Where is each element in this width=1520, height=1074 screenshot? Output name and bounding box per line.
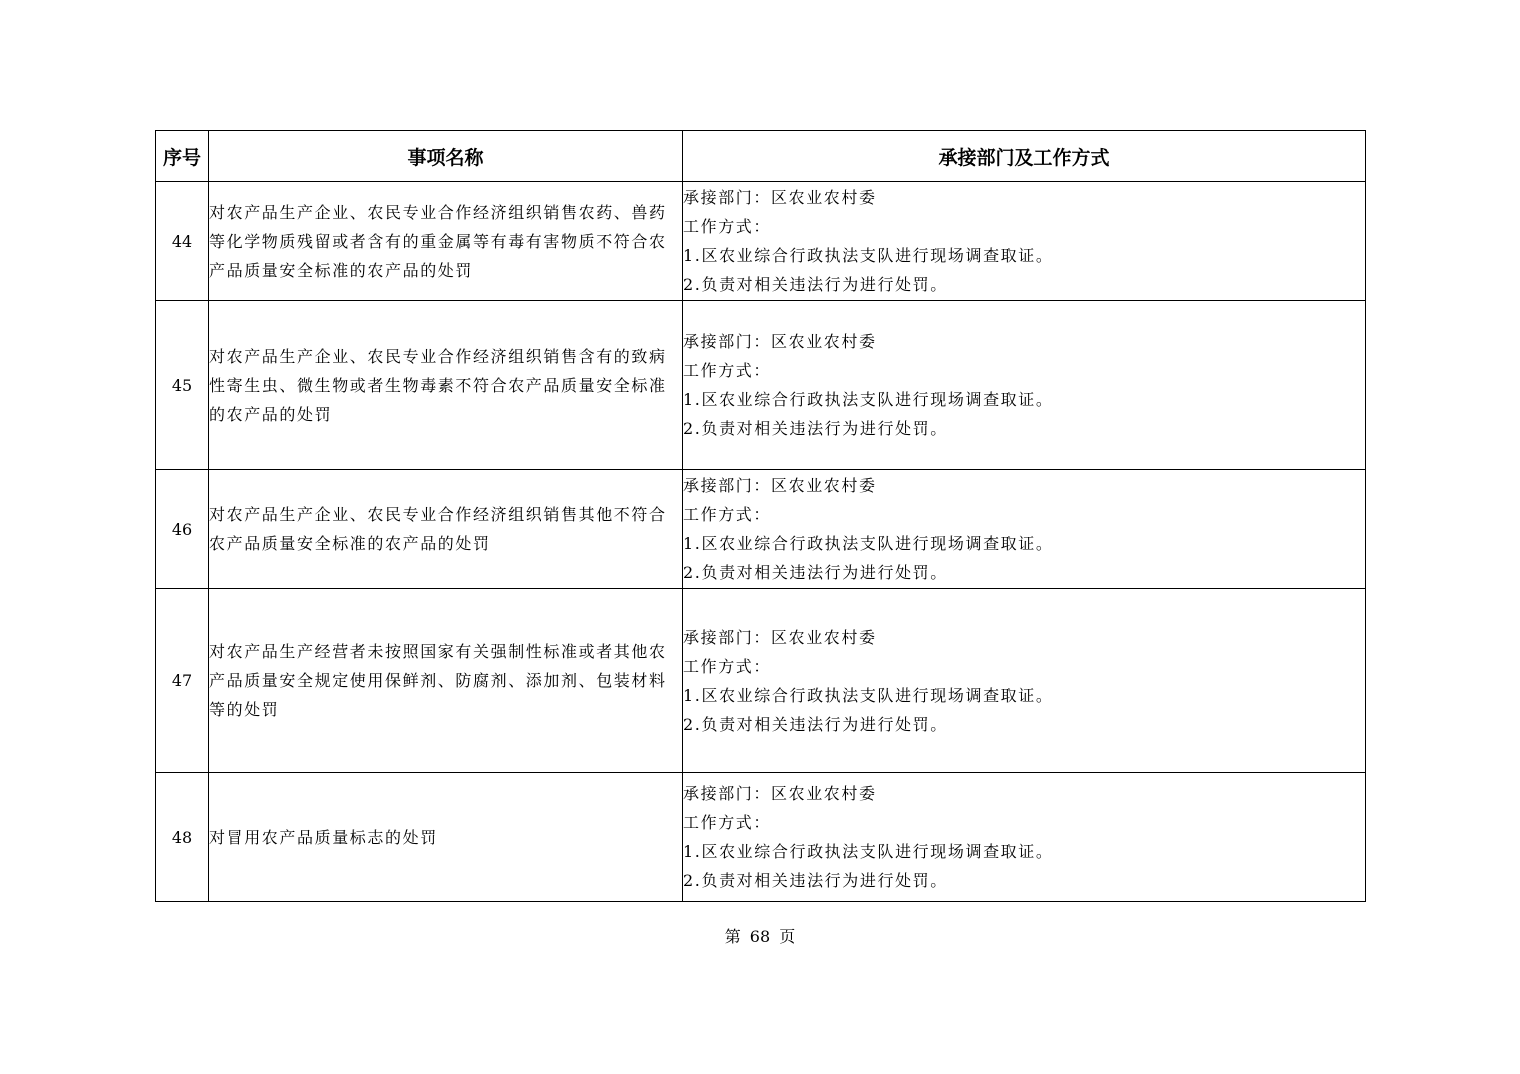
page-number: 第 68 页 [724, 927, 796, 946]
dept-line: 承接部门：区农业农村委 [683, 188, 877, 207]
table-row [156, 182, 1366, 301]
dept-line: 承接部门：区农业农村委 [683, 784, 877, 803]
row-index: 46 [156, 470, 209, 589]
table-row [156, 589, 1366, 773]
header-dept: 承接部门及工作方式 [683, 131, 1366, 182]
dept-line: 工作方式： [683, 361, 772, 380]
row-index: 48 [156, 773, 209, 902]
matters-table [155, 130, 1366, 902]
dept-line: 2.负责对相关违法行为进行处罚。 [683, 714, 948, 734]
row-index: 44 [156, 182, 209, 301]
dept-line: 承接部门：区农业农村委 [683, 332, 877, 351]
table-row [156, 773, 1366, 902]
row-dept [683, 182, 1366, 301]
dept-line: 工作方式： [683, 505, 772, 524]
row-name: 对农产品生产经营者未按照国家有关强制性标准或者其他农产品质量安全规定使用保鲜剂、防腐剂、添加剂、包装材料等的处罚 [209, 589, 683, 773]
dept-line: 1.区农业综合行政执法支队进行现场调查取证。 [683, 534, 1054, 553]
dept-line: 承接部门：区农业农村委 [683, 627, 877, 647]
dept-line: 2.负责对相关违法行为进行处罚。 [683, 871, 948, 890]
table-row [156, 470, 1366, 589]
dept-line: 2.负责对相关违法行为进行处罚。 [683, 419, 948, 438]
dept-line: 1.区农业综合行政执法支队进行现场调查取证。 [683, 685, 1054, 705]
table-header-row [156, 131, 1366, 182]
dept-line: 工作方式： [683, 813, 772, 832]
row-index: 45 [156, 301, 209, 470]
row-dept [683, 589, 1366, 773]
row-dept [683, 301, 1366, 470]
dept-line: 工作方式： [683, 656, 772, 676]
row-name: 对农产品生产企业、农民专业合作经济组织销售农药、兽药等化学物质残留或者含有的重金属等有毒有害物质不符合农产品质量安全标准的农产品的处罚 [209, 182, 683, 301]
dept-line: 1.区农业综合行政执法支队进行现场调查取证。 [683, 842, 1054, 861]
row-name: 对农产品生产企业、农民专业合作经济组织销售其他不符合农产品质量安全标准的农产品的处罚 [209, 470, 683, 589]
dept-line: 1.区农业综合行政执法支队进行现场调查取证。 [683, 390, 1054, 409]
row-dept [683, 470, 1366, 589]
header-index: 序号 [156, 131, 209, 182]
dept-line: 1.区农业综合行政执法支队进行现场调查取证。 [683, 246, 1054, 265]
header-name: 事项名称 [209, 131, 683, 182]
row-name: 对农产品生产企业、农民专业合作经济组织销售含有的致病性寄生虫、微生物或者生物毒素不符合农产品质量安全标准的农产品的处罚 [209, 301, 683, 470]
table-row [156, 301, 1366, 470]
dept-line: 承接部门：区农业农村委 [683, 476, 877, 495]
row-dept [683, 773, 1366, 902]
row-index: 47 [156, 589, 209, 773]
dept-line: 工作方式： [683, 217, 772, 236]
dept-line: 2.负责对相关违法行为进行处罚。 [683, 563, 948, 582]
row-name: 对冒用农产品质量标志的处罚 [209, 773, 683, 902]
dept-line: 2.负责对相关违法行为进行处罚。 [683, 275, 948, 294]
